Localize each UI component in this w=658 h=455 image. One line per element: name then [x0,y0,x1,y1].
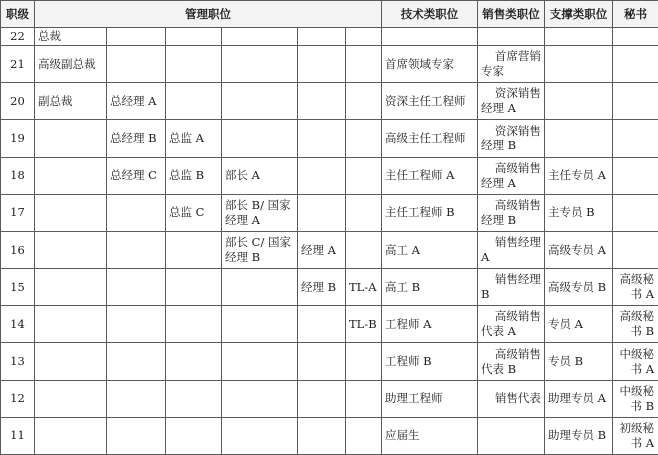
management-cell [222,46,298,83]
management-cell [107,46,166,83]
management-cell [166,380,222,417]
management-cell: 部长 A [222,157,298,194]
management-cell [222,120,298,157]
management-cell: 总监 A [166,120,222,157]
technical-cell: 高工 B [382,269,478,306]
management-cell [222,83,298,120]
sales-cell: 销售经理 A [478,231,545,268]
sales-cell: 资深销售经理 A [478,83,545,120]
support-cell [545,46,613,83]
management-cell [298,380,346,417]
support-cell: 主专员 B [545,194,613,231]
management-cell [107,343,166,380]
level-cell: 22 [1,28,35,46]
support-cell: 主任专员 A [545,157,613,194]
sales-cell: 高级销售代表 A [478,306,545,343]
secretary-cell: 高级秘书 B [613,306,658,343]
technical-cell: 应届生 [382,417,478,454]
level-cell: 18 [1,157,35,194]
table-body [1,28,658,455]
management-cell [222,28,298,46]
management-cell [222,417,298,454]
level-cell: 19 [1,120,35,157]
management-cell [298,417,346,454]
management-cell [222,306,298,343]
management-cell [222,380,298,417]
management-cell [107,231,166,268]
management-cell: 经理 B [298,269,346,306]
management-cell: 高级副总裁 [35,46,107,83]
level-cell: 15 [1,269,35,306]
level-cell: 20 [1,83,35,120]
management-cell: 总经理 A [107,83,166,120]
table-row [1,28,658,46]
table-row [1,83,658,120]
table-row [1,157,658,194]
management-cell: 部长 C/ 国家经理 B [222,231,298,268]
technical-cell: 主任工程师 B [382,194,478,231]
management-cell: 总裁 [35,28,107,46]
management-cell [107,306,166,343]
management-cell [35,157,107,194]
sales-cell: 销售经理 B [478,269,545,306]
management-cell [166,231,222,268]
management-cell [346,157,382,194]
level-cell: 13 [1,343,35,380]
secretary-cell [613,157,658,194]
header-support: 支撑类职位 [545,1,613,28]
sales-cell: 高级销售经理 A [478,157,545,194]
management-cell: 总经理 C [107,157,166,194]
header-secretary: 秘书 [613,1,658,28]
sales-cell: 高级销售经理 B [478,194,545,231]
secretary-cell [613,83,658,120]
support-cell: 专员 A [545,306,613,343]
header-management: 管理职位 [35,1,382,28]
management-cell [107,269,166,306]
level-cell: 21 [1,46,35,83]
technical-cell: 高工 A [382,231,478,268]
table-row [1,269,658,306]
management-cell [346,46,382,83]
technical-cell: 首席领域专家 [382,46,478,83]
management-cell [222,343,298,380]
management-cell [298,120,346,157]
management-cell: TL-A [346,269,382,306]
management-cell [298,194,346,231]
management-cell [298,157,346,194]
secretary-cell: 中级秘书 B [613,380,658,417]
management-cell [35,194,107,231]
secretary-cell: 高级秘书 A [613,269,658,306]
level-cell: 14 [1,306,35,343]
support-cell [545,120,613,157]
management-cell [35,269,107,306]
table-row [1,120,658,157]
support-cell: 高级专员 A [545,231,613,268]
table-row [1,46,658,83]
technical-cell: 工程师 A [382,306,478,343]
management-cell [346,28,382,46]
management-cell: 总经理 B [107,120,166,157]
technical-cell: 助理工程师 [382,380,478,417]
management-cell [346,83,382,120]
table-row [1,343,658,380]
header-level: 职级 [1,1,35,28]
management-cell: 部长 B/ 国家经理 A [222,194,298,231]
secretary-cell: 中级秘书 A [613,343,658,380]
management-cell [166,83,222,120]
support-cell: 助理专员 A [545,380,613,417]
table-row [1,417,658,454]
management-cell [346,120,382,157]
sales-cell: 资深销售经理 B [478,120,545,157]
sales-cell [478,28,545,46]
management-cell: 总监 B [166,157,222,194]
sales-cell [478,417,545,454]
management-cell [346,194,382,231]
management-cell [35,231,107,268]
management-cell [346,343,382,380]
management-cell: 经理 A [298,231,346,268]
management-cell [298,83,346,120]
management-cell [298,28,346,46]
table-row [1,194,658,231]
management-cell [35,380,107,417]
technical-cell: 主任工程师 A [382,157,478,194]
support-cell: 高级专员 B [545,269,613,306]
management-cell: TL-B [346,306,382,343]
level-cell: 11 [1,417,35,454]
management-cell [107,28,166,46]
management-cell [222,269,298,306]
management-cell [35,417,107,454]
management-cell [107,380,166,417]
sales-cell: 首席营销专家 [478,46,545,83]
management-cell [346,380,382,417]
header-technical: 技术类职位 [382,1,478,28]
management-cell [107,194,166,231]
secretary-cell [613,231,658,268]
management-cell [298,306,346,343]
secretary-cell [613,46,658,83]
technical-cell: 资深主任工程师 [382,83,478,120]
secretary-cell [613,194,658,231]
technical-cell: 高级主任工程师 [382,120,478,157]
level-cell: 12 [1,380,35,417]
level-cell: 16 [1,231,35,268]
header-sales: 销售类职位 [478,1,545,28]
management-cell [166,343,222,380]
level-cell: 17 [1,194,35,231]
technical-cell [382,28,478,46]
management-cell: 总监 C [166,194,222,231]
management-cell [298,343,346,380]
management-cell [35,306,107,343]
management-cell [298,46,346,83]
management-cell [166,269,222,306]
technical-cell: 工程师 B [382,343,478,380]
secretary-cell [613,28,658,46]
sales-cell: 高级销售代表 B [478,343,545,380]
secretary-cell [613,120,658,157]
table-row [1,306,658,343]
management-cell: 副总裁 [35,83,107,120]
management-cell [166,306,222,343]
management-cell [166,46,222,83]
management-cell [346,417,382,454]
table-header [1,1,658,28]
table-row [1,231,658,268]
table-row [1,380,658,417]
sales-cell: 销售代表 [478,380,545,417]
management-cell [107,417,166,454]
support-cell [545,28,613,46]
support-cell: 助理专员 B [545,417,613,454]
management-cell [346,231,382,268]
management-cell [35,343,107,380]
management-cell [166,28,222,46]
support-cell [545,83,613,120]
secretary-cell: 初级秘书 A [613,417,658,454]
management-cell [166,417,222,454]
support-cell: 专员 B [545,343,613,380]
management-cell [35,120,107,157]
